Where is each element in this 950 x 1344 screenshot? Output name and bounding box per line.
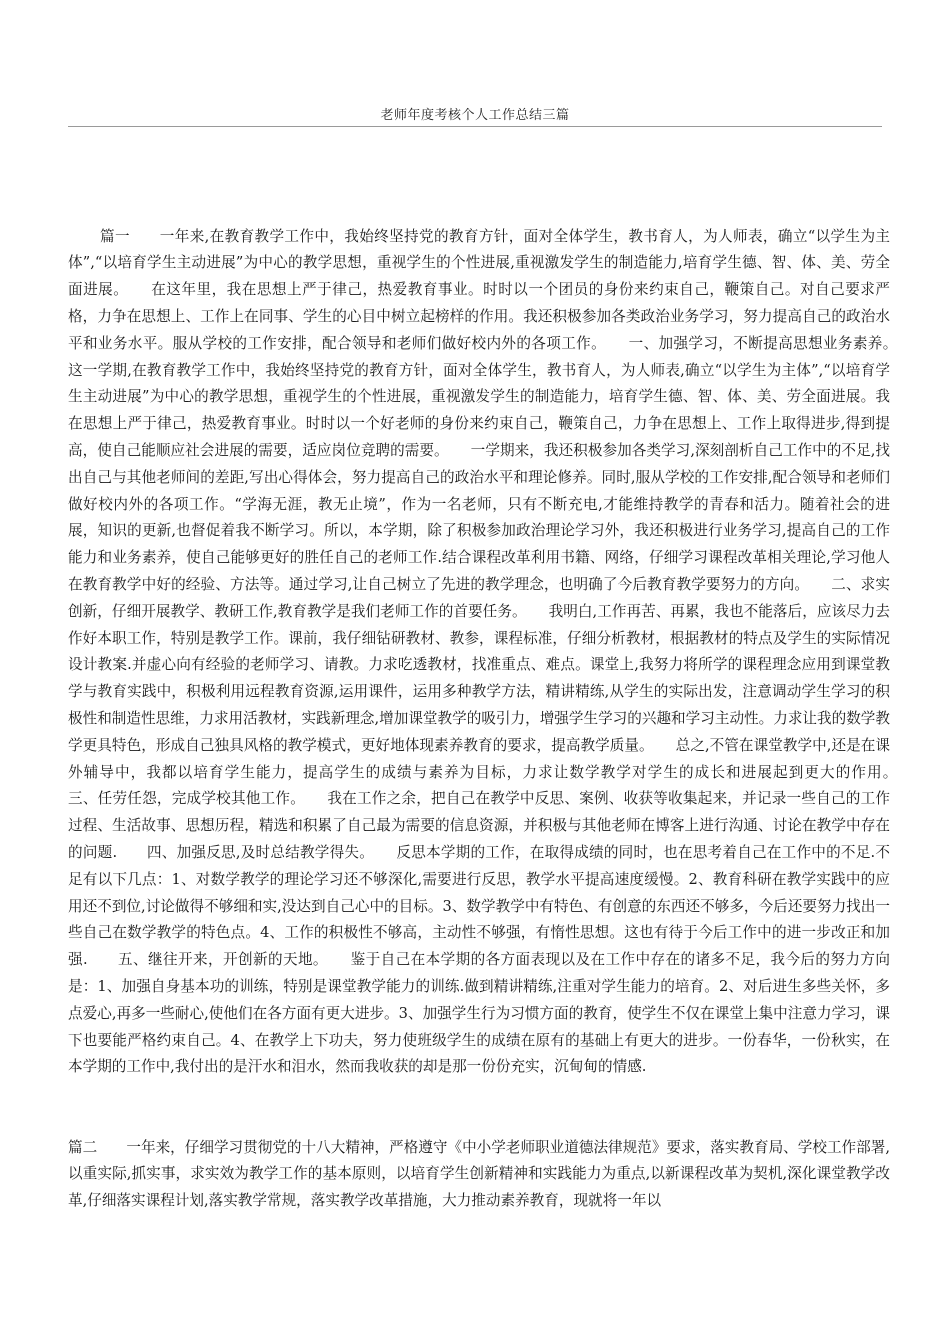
paragraph-part-two: 篇二 一年来，仔细学习贯彻党的十八大精神，严格遵守《中小学老师职业道德法律规范》要求，落实教育局、学校工作部署,以重实际,抓实事，求实效为教学工作的基本原则，以培育学生创新精神和实践能力为重点,以新课程改革为契机,深化课堂教学改革,仔细落实课程计划,落实教学常规，落实教学改革措施，大力推动素养教育，现就将一年以 bbox=[68, 1138, 890, 1210]
header-divider bbox=[68, 126, 882, 127]
page-header-title: 老师年度考核个人工作总结三篇 bbox=[380, 108, 570, 123]
paragraph-part-one: 篇一 一年来,在教育教学工作中，我始终坚持党的教育方针，面对全体学生，教书育人，为人师表，确立“以学生为主体”,“以培育学生主动进展”为中心的教学思想，重视学生的个性进展,重视激发学生的制造能力,培育学生德、智、体、美、劳全面进展。 在这年里，我在思想上严于律己，热爱教育事业。时时以一个团员的身份来约束自己，鞭策自己。对自己要求严格，力争在思想上、工作上在同事、学生的心目中树立起榜样的作用。我还积极参加各类政治业务学习，努力提高自己的政治水平和业务水平。服从学校的工作安排，配合领导和老师们做好校内外的各项工作。 一、加强学习，不断提高思想业务素养。 这一学期,在教育教学工作中，我始终坚持党的教育方针，面对全体学生，教书育人，为人师表,确立“以学生为主体”,“以培育学生主动进展”为中心的教学思想，重视学生的个性进展，重视激发学生的制造能力，培育学生德、智、体、美、劳全面进展。我在思想上严于律己，热爱教育事业。时时以一个好老师的身份来约束自己，鞭策自己，力争在思想上、工作上取得进步,得到提高，使自己能顺应社会进展的需要，适应岗位竞聘的需要。 一学期来，我还积极参加各类学习,深刻剖析自己工作中的不足,找出自己与其他老师间的差距,写出心得体会，努力提高自己的政治水平和理论修养。同时,服从学校的工作安排,配合领导和老师们做好校内外的各项工作。“学海无涯，教无止境”，作为一名老师，只有不断充电,才能维持教学的青春和活力。随着社会的进展，知识的更新,也督促着我不断学习。所以，本学期，除了积极参加政治理论学习外，我还积极进行业务学习,提高自己的工作能力和业务素养，使自己能够更好的胜任自己的老师工作.结合课程改革利用书籍、网络，仔细学习课程改革相关理论,学习他人在教育教学中好的经验、方法等。通过学习,让自己树立了先进的教学理念，也明确了今后教育教学要努力的方向。 二、求实创新，仔细开展教学、教研工作,教育教学是我们老师工作的首要任务。 我明白,工作再苦、再累，我也不能落后，应该尽力去作好本职工作，特别是教学工作。课前，我仔细钻研教材、教参，课程标准，仔细分析教材，根据教材的特点及学生的实际情况设计教案.并虚心向有经验的老师学习、请教。力求吃透教材，找准重点、难点。课堂上,我努力将所学的课程理念应用到课堂教学与教育实践中，积极利用远程教育资源,运用课件，运用多种教学方法，精讲精练,从学生的实际出发，注意调动学生学习的积极性和制造性思维，力求用活教材，实践新理念,增加课堂教学的吸引力，增强学生学习的兴趣和学习主动性。力求让我的数学教学更具特色，形成自己独具风格的教学模式，更好地体现素养教育的要求，提高教学质量。 总之,不管在课堂教学中,还是在课外辅导中，我都以培育学生能力，提高学生的成绩与素养为目标，力求让数学教学对学生的成长和进展起到更大的作用。 三、任劳任怨，完成学校其他工作。 我在工作之余，把自己在教学中反思、案例、收获等收集起来，并记录一些自己的工作过程、生活故事、思想历程，精选和积累了自己最为需要的信息资源，并积极与其他老师在博客上进行沟通、讨论在教学中存在的问题. 四、加强反思,及时总结教学得失。 反思本学期的工作，在取得成绩的同时，也在思考着自己在工作中的不足.不足有以下几点：1、对数学教学的理论学习还不够深化,需要进行反思，教学水平提高速度缓慢。2、教育科研在教学实践中的应用还不到位,讨论做得不够细和实,没达到自己心中的目标。3、数学教学中有特色、有创意的东西还不够多，今后还要努力找出一些自己在数学教学的特色点。4、工作的积极性不够高，主动性不够强，有惰性思想。这也有待于今后工作中的进一步改正和加强. 五、继往开来，开创新的天地。 鉴于自己在本学期的各方面表现以及在工作中存在的诸多不足，我今后的努力方向是：1、加强自身基本功的训练，特别是课堂教学能力的训练.做到精讲精练,注重对学生能力的培育。2、对后进生多些关怀，多点爱心,再多一些耐心,使他们在各方面有更大进步。3、加强学生行为习惯方面的教育，使学生不仅在课堂上集中注意力学习，课下也要能严格约束自己。4、在教学上下功夫，努力使班级学生的成绩在原有的基础上有更大的进步。一份春华，一份秋实，在本学期的工作中,我付出的是汗水和泪水，然而我收获的却是那一份份充实，沉甸甸的情感. bbox=[68, 227, 920, 1076]
document-body bbox=[68, 170, 920, 1269]
